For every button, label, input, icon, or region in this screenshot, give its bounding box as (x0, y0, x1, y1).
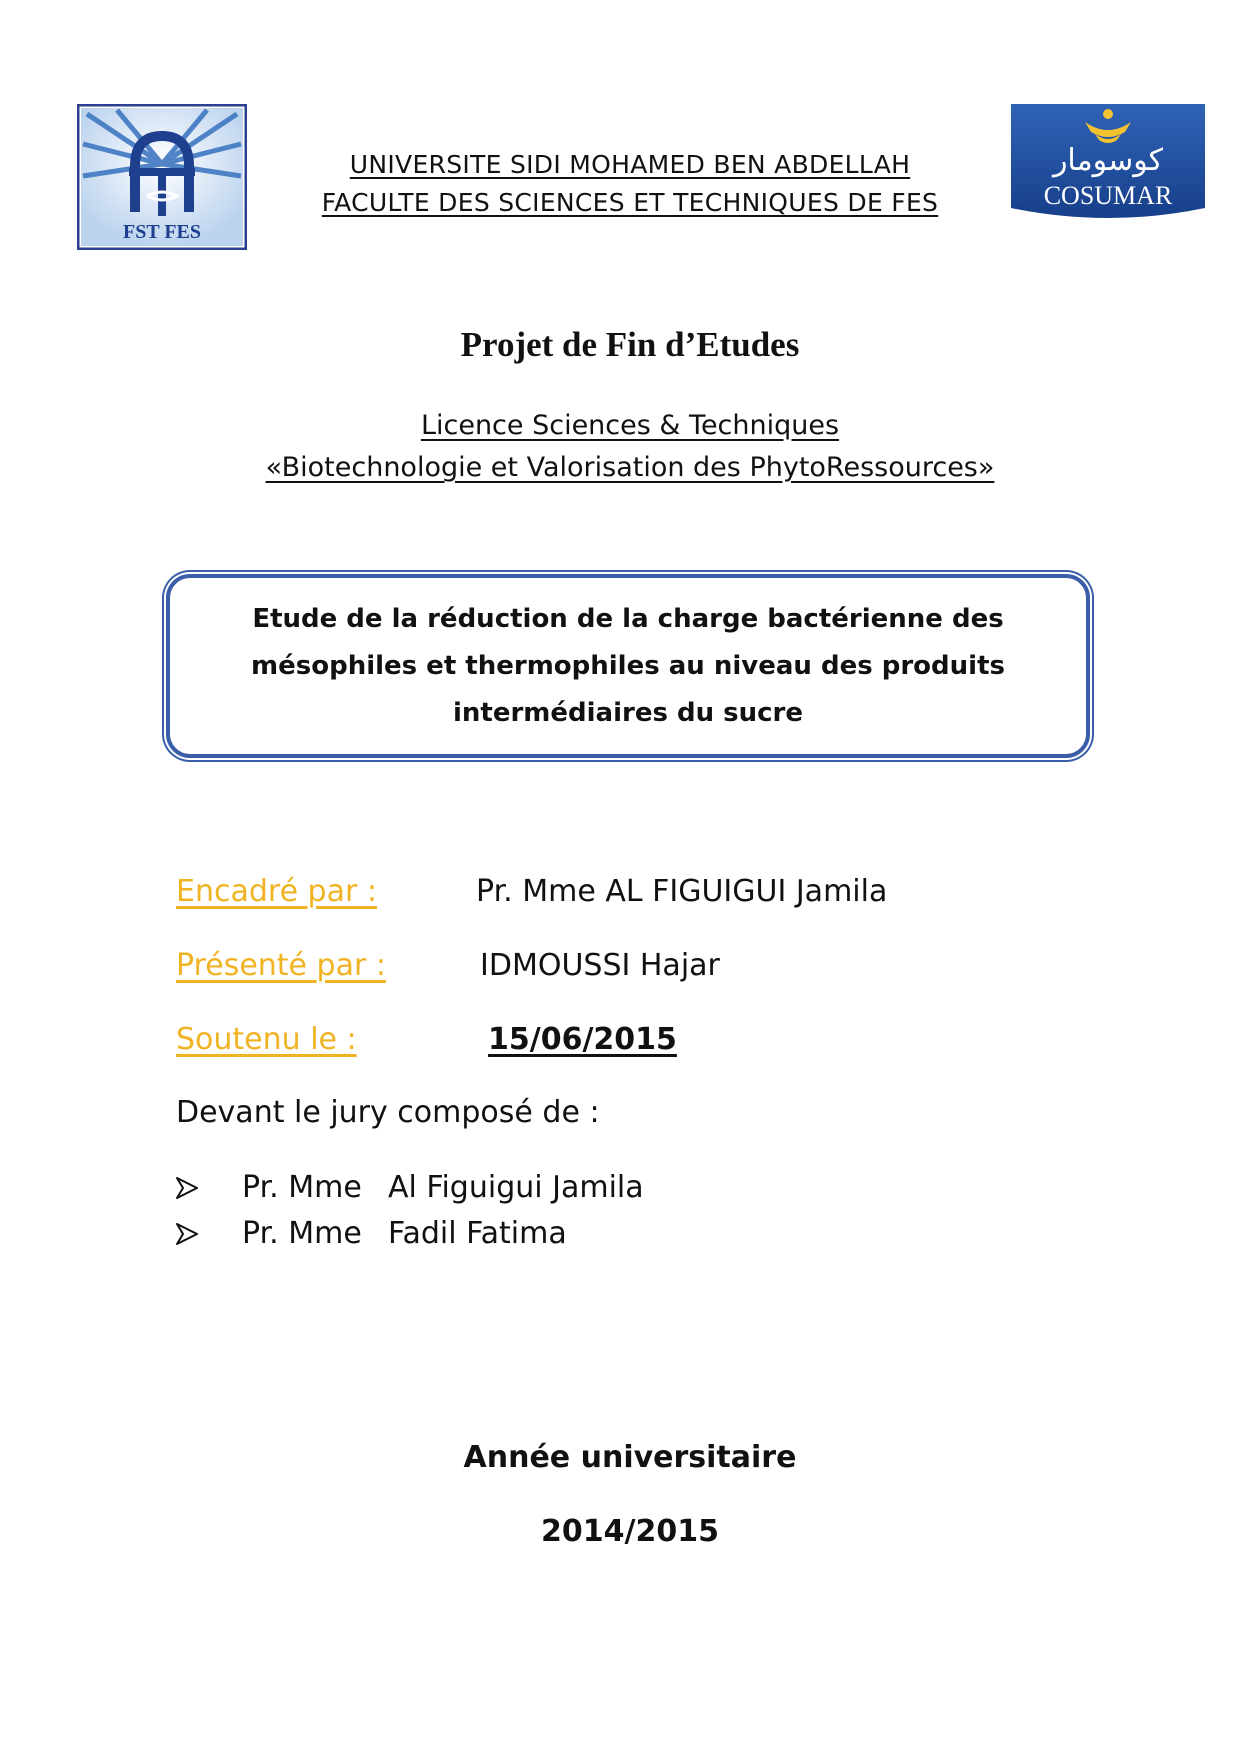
fst-fes-logo-text: FST FES (123, 221, 201, 243)
presente-value: IDMOUSSI Hajar (480, 948, 720, 983)
licence-title: Licence Sciences & Techniques (420, 410, 840, 441)
jury-member (176, 1216, 567, 1251)
jury-intro: Devant le jury composé de : (176, 1095, 600, 1130)
presente-label: Présenté par : (176, 948, 386, 983)
faculty-name: FACULTE DES SCIENCES ET TECHNIQUES DE FES (321, 188, 939, 217)
arrow-bullet-icon (176, 1223, 242, 1245)
fst-fes-logo (77, 104, 247, 250)
encadre-value: Pr. Mme AL FIGUIGUI Jamila (476, 874, 888, 909)
university-name: UNIVERSITE SIDI MOHAMED BEN ABDELLAH (349, 150, 911, 179)
jury-member-title: Pr. Mme (242, 1216, 362, 1251)
jury-member-name: Al Figuigui Jamila (388, 1170, 644, 1205)
cosumar-arabic-text: كوسومار (1052, 143, 1164, 178)
cosumar-logo (1011, 104, 1205, 224)
cosumar-logo-text: COSUMAR (1043, 181, 1173, 210)
academic-year-label: Année universitaire (463, 1440, 797, 1475)
jury-member-title: Pr. Mme (242, 1170, 362, 1205)
academic-year-value: 2014/2015 (541, 1514, 719, 1549)
arrow-bullet-icon (176, 1177, 242, 1199)
encadre-label: Encadré par : (176, 874, 377, 909)
jury-member (176, 1170, 644, 1205)
specialty-title: «Biotechnologie et Valorisation des PhytoRessources» (265, 452, 995, 483)
soutenu-value: 15/06/2015 (488, 1022, 677, 1057)
subject-title: Etude de la réduction de la charge bactérienne des mésophiles et thermophiles au niveau des produits intermédiaires du sucre (251, 603, 1005, 728)
soutenu-label: Soutenu le : (176, 1022, 357, 1057)
jury-member-name: Fadil Fatima (388, 1216, 567, 1251)
project-title: Projet de Fin d’Etudes (460, 325, 800, 364)
subject-box (166, 574, 1090, 758)
